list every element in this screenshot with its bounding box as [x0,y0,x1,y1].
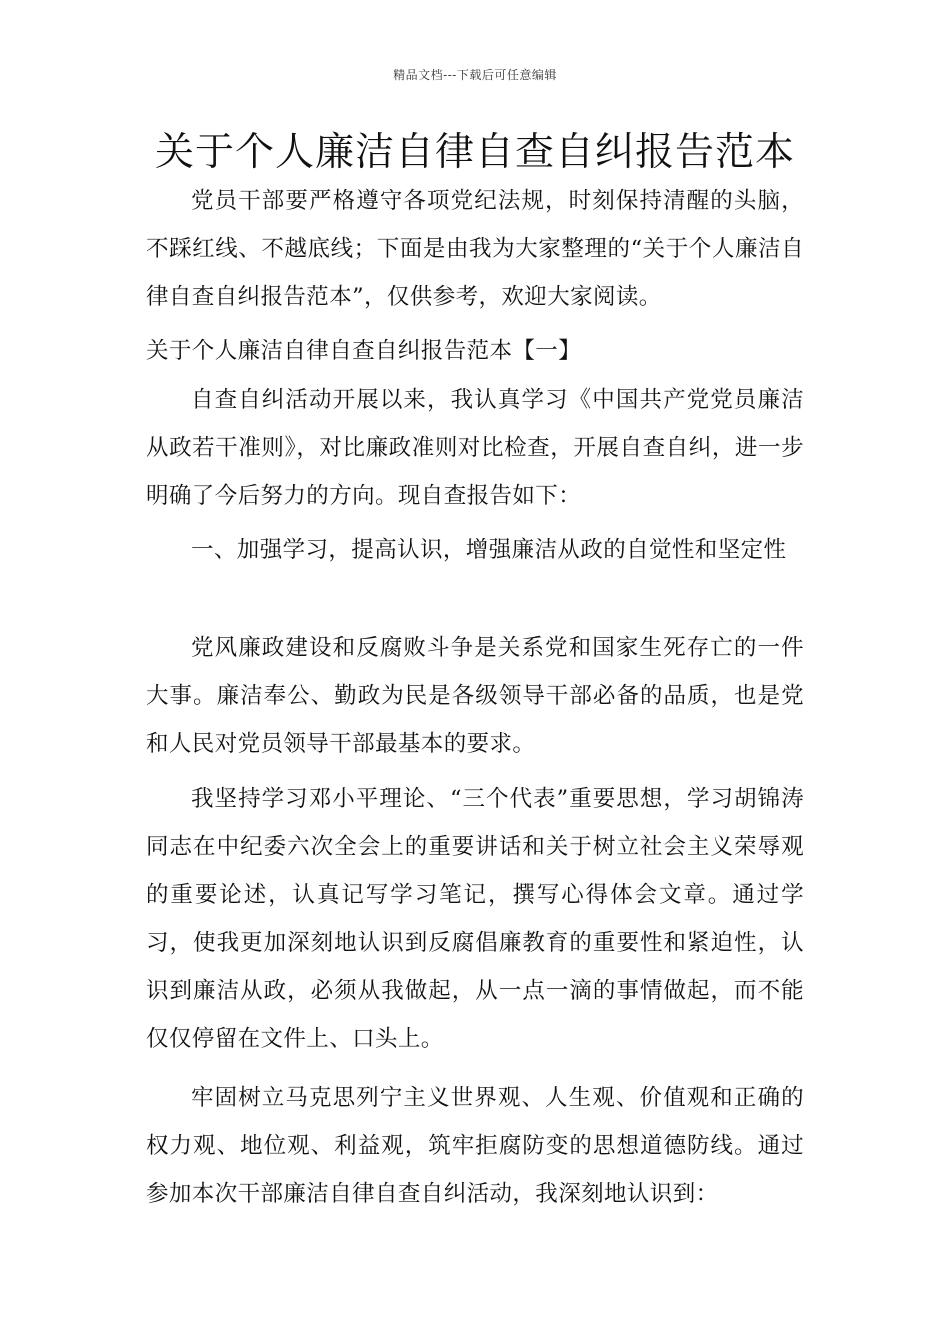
paragraph-3: 我坚持学习邓小平理论、“三个代表”重要思想，学习胡锦涛同志在中纪委六次全会上的重要讲话和关于树立社会主义荣辱观的重要论述，认真记写学习笔记，撰写心得体会文章。通过学习，使我更加深刻地认识到反腐倡廉教育的重要性和紧迫性，认识到廉洁从政，必须从我做起，从一点一滴的事情做起，而不能仅仅停留在文件上、口头上。 [146,786,804,1052]
point-heading-1: 一、加强学习，提高认识，增强廉洁从政的自觉性和坚定性 [191,537,787,563]
document-title: 关于个人廉洁自律自查自纠报告范本 [154,130,795,175]
paragraph-2: 党风廉政建设和反腐败斗争是关系党和国家生死存亡的一件大事。廉洁奉公、勤政为民是各级领导干部必备的品质，也是党和人民对党员领导干部最基本的要求。 [146,635,804,757]
section-heading: 关于个人廉洁自律自查自纠报告范本【一】 [146,338,582,364]
paragraph-4: 牢固树立马克思列宁主义世界观、人生观、价值观和正确的权力观、地位观、利益观，筑牢拒腐防变的思想道德防线。通过参加本次干部廉洁自律自查自纠活动，我深刻地认识到： [146,1085,804,1207]
intro-paragraph: 党员干部要严格遵守各项党纪法规，时刻保持清醒的头脑，不踩红线、不越底线；下面是由我为大家整理的“关于个人廉洁自律自查自纠报告范本”，仅供参考，欢迎大家阅读。 [146,188,804,310]
paragraph-1: 自查自纠活动开展以来，我认真学习《中国共产党党员廉洁从政若干准则》，对比廉政准则对比检查，开展自查自纠，进一步明确了今后努力的方向。现自查报告如下： [146,387,804,509]
header-note: 精品文档---下载后可任意编辑 [393,68,557,82]
